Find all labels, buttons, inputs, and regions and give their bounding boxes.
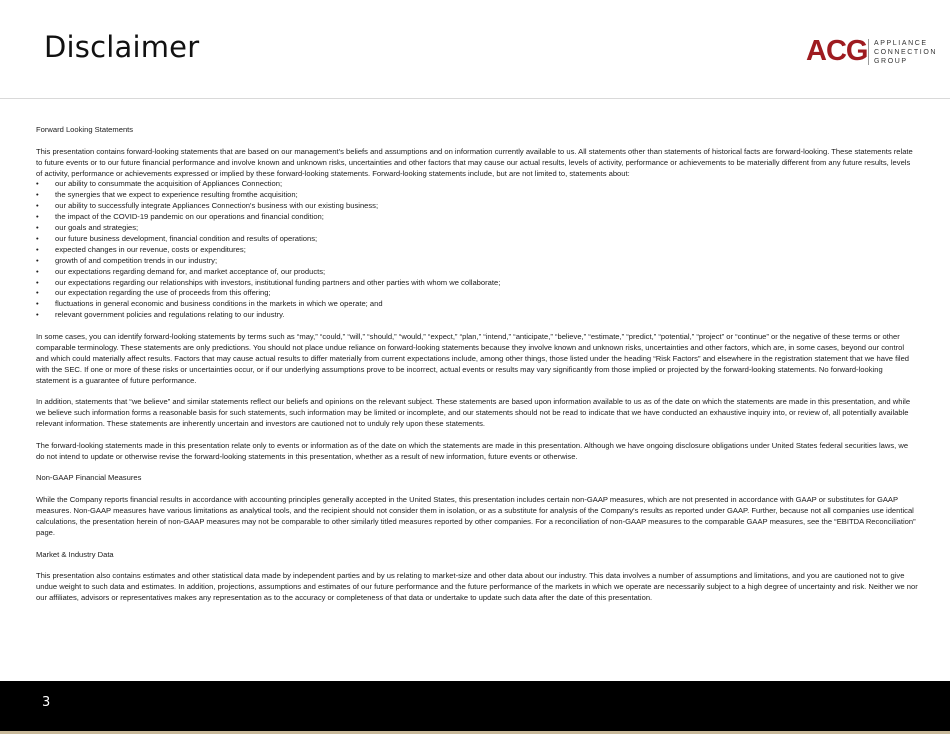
logo-wordmark xyxy=(874,39,937,66)
logo-line-1: APPLIANCE xyxy=(874,40,928,47)
logo-line-3: GROUP xyxy=(874,58,908,65)
logo-line-2: CONNECTION xyxy=(874,49,938,56)
non-gaap-paragraph: While the Company reports financial results in accordance with accounting principles generally accepted in the United States, this presentation includes certain non-GAAP measures, which are not presented in accordance with GAAP or substitutes for GAAP measures. Non-GAAP measures have various limitations as analytical tools, and the recipient should not consider them in isolation, or as a substitute for analysis of the Company's results as reported under GAAP. Further, because not all companies use identical calculations, the presentation herein of non-GAAP measures may not be comparable to other similarly titled measures reported by other companies. For a reconciliation of non-GAAP measures to the comparable GAAP measures, see the “EBITDA Reconciliation” page. xyxy=(36,495,916,537)
header-divider xyxy=(0,98,950,99)
section-heading-market-data: Market & Industry Data xyxy=(36,549,114,559)
list-item: • the synergies that we expect to experience resulting fromthe acquisition; xyxy=(36,190,918,201)
page-title: Disclaimer xyxy=(44,30,200,64)
list-item: • our ability to successfully integrate Appliances Connection's business with our existing business; xyxy=(36,201,918,212)
list-item: • our expectations regarding demand for, and market acceptance of, our products; xyxy=(36,267,918,278)
section-heading-non-gaap: Non-GAAP Financial Measures xyxy=(36,473,142,483)
logo-divider xyxy=(868,39,869,65)
forward-looking-terms-paragraph: In some cases, you can identify forward-looking statements by terms such as “may,” “could,” “will,” “should,” “would,” “expect,” “plan,” “intend,” “anticipate,” “believe,” “estimate,” “predict,” “potential,” “project” or “continue” or the negative of these terms or other comparable terminology. These statements are only predictions. You should not place undue reliance on forward-looking statements because they involve known and unknown risks, uncertainties and other factors, which are, in some cases, beyond our control and which could materially affect results. Factors that may cause actual results to differ materially from current expectations include, among other things, those listed under the heading “Risk Factors” and elsewhere in the registration statement that we have filed with the SEC. If one or more of these risks or uncertainties occur, or if our underlying assumptions prove to be incorrect, actual events or results may vary significantly from those implied or projected by the forward-looking statements. No forward-looking statement is a guarantee of future performance. xyxy=(36,332,910,385)
list-item: • our expectation regarding the use of proceeds from this offering; xyxy=(36,288,918,299)
forward-looking-intro: This presentation contains forward-looking statements that are based on our management's beliefs and assumptions and on information currently available to us. All statements other than statements of historical facts are forward-looking. These statements relate to future events or to our future financial performance and involve known and unknown risks, uncertainties and other factors that may cause our actual results, levels of activity, performance or achievements to be materially different from any future results, levels of activity, performance or achievements expressed or implied by these forward-looking statements. Forward-looking statements include, but are not limited to, statements about: xyxy=(36,146,913,178)
list-item: • our future business development, financial condition and results of operations; xyxy=(36,234,918,245)
list-item: • our ability to consummate the acquisition of Appliances Connection; xyxy=(36,179,918,190)
list-item: • growth of and competition trends in our industry; xyxy=(36,256,918,267)
list-item: • our expectations regarding our relationships with investors, institutional funding partners and other parties with whom we collaborate; xyxy=(36,278,918,289)
list-item: • our goals and strategies; xyxy=(36,223,918,234)
market-data-paragraph: This presentation also contains estimates and other statistical data made by independent parties and by us relating to market-size and other data about our industry. This data involves a number of assumptions and limitations, and you are cautioned not to give undue weight to such data and estimates. In addition, projections, assumptions and estimates of our future performance and the future performance of the markets in which we operate are necessarily subject to a high degree of uncertainty and risk. Neither we nor our affiliates, advisors or representatives makes any representation as to the accuracy or completeness of that data or undertake to update such data after the date of this presentation. xyxy=(36,571,918,603)
section-heading-forward-looking: Forward Looking Statements xyxy=(36,125,134,134)
list-item: • fluctuations in general economic and business conditions in the markets in which we operate; and xyxy=(36,299,918,310)
list-item: • relevant government policies and regulations relating to our industry. xyxy=(36,310,918,321)
disclaimer-body xyxy=(36,125,918,615)
list-item: • the impact of the COVID-19 pandemic on our operations and financial condition; xyxy=(36,212,918,223)
forward-looking-list xyxy=(36,179,918,321)
forward-looking-beliefs-paragraph: In addition, statements that “we believe” and similar statements reflect our beliefs and opinions on the relevant subject. These statements are based upon information available to us as of the date on which the statements are made in this presentation, and while we believe such information forms a reasonable basis for such statements, such information may be limited or incomplete, and our statements should not be read to indicate that we have conducted an exhaustive inquiry into, or review of, all potentially available relevant information. These statements are inherently uncertain and investors are cautioned not to unduly rely upon these statements. xyxy=(36,397,911,429)
footer-bar xyxy=(0,681,950,731)
list-item: • expected changes in our revenue, costs or expenditures; xyxy=(36,245,918,256)
forward-looking-update-paragraph: The forward-looking statements made in this presentation relate only to events or information as of the date on which the statements are made in this presentation. Although we have ongoing disclosure obligations under United States federal securities laws, we do not intend to update or otherwise revise the forward-looking statements in this presentation, whether as a result of new information, future events or otherwise. xyxy=(36,440,909,461)
logo-mark: ACG xyxy=(806,35,868,67)
page-number: 3 xyxy=(42,695,51,710)
